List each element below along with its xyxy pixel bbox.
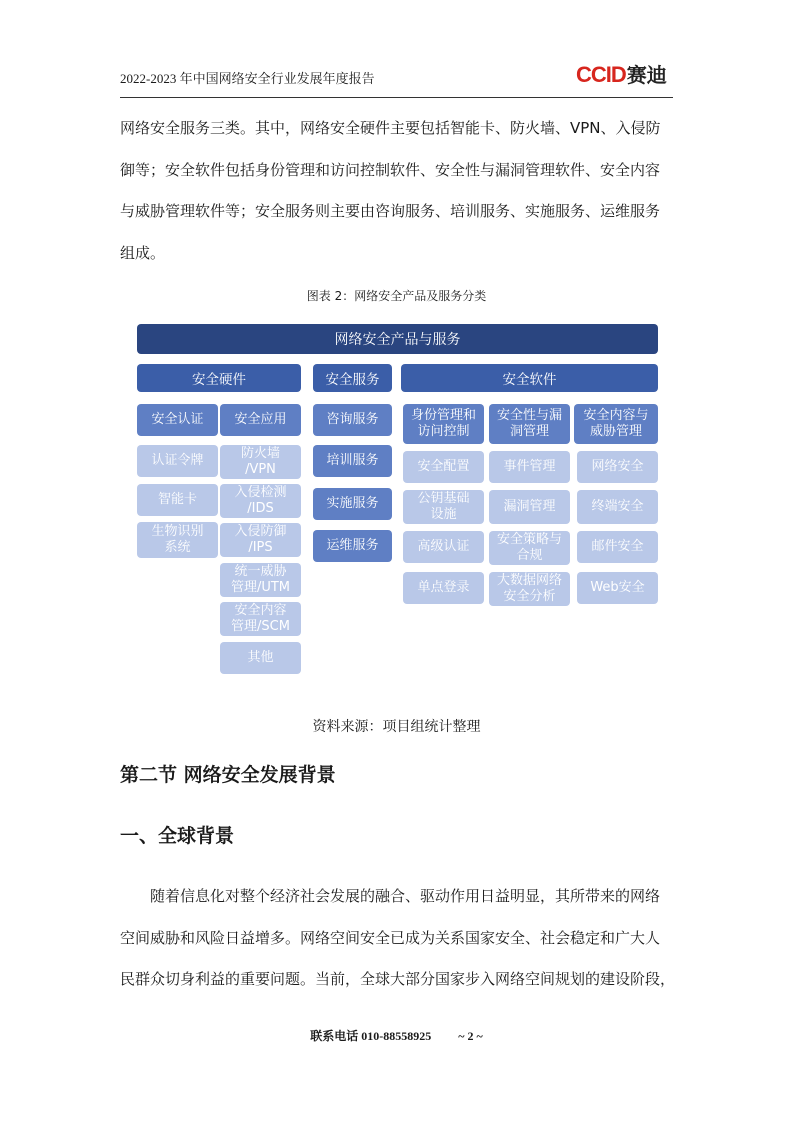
body-line: 空间威胁和风险日益增多。网络空间安全已成为关系国家安全、社会稳定和广大人	[120, 928, 661, 947]
software-box: 终端安全	[577, 490, 658, 524]
report-header-title: 2022-2023 年中国网络安全行业发展年度报告	[120, 71, 375, 86]
intro-line: 网络安全服务三类。其中，网络安全硬件主要包括智能卡、防火墙、VPN、入侵防	[120, 119, 661, 137]
hardware-box: 安全认证	[137, 404, 218, 436]
hardware-box: 智能卡	[137, 484, 218, 516]
software-box: 单点登录	[403, 572, 484, 604]
hardware-box: 认证令牌	[137, 445, 218, 477]
software-head-box: 安全内容与 威胁管理	[574, 404, 658, 444]
logo-latin: CCID	[576, 62, 626, 87]
category-service: 安全服务	[313, 364, 392, 392]
body-line: 民群众切身利益的重要问题。当前，全球大部分国家步入网络空间规划的建设阶段，	[120, 970, 676, 988]
service-box: 实施服务	[313, 488, 392, 520]
software-box: 事件管理	[489, 451, 570, 483]
footer-phone: 联系电话 010-88558925	[310, 1029, 432, 1043]
software-box: 大数据网络 安全分析	[489, 572, 570, 606]
body-paragraph	[120, 876, 675, 1001]
logo-chinese: 赛迪	[626, 63, 667, 87]
intro-line: 御等；安全软件包括身份管理和访问控制软件、安全性与漏洞管理软件、安全内容	[120, 160, 661, 179]
header-divider	[120, 97, 673, 98]
software-box: 安全配置	[403, 451, 484, 483]
figure-caption: 图表 2：网络安全产品及服务分类	[306, 289, 487, 303]
hardware-box: 生物识别 系统	[137, 522, 218, 558]
service-box: 培训服务	[313, 445, 392, 477]
hardware-box: 统一威胁 管理/UTM	[220, 563, 301, 597]
section-title: 第二节 网络安全发展背景	[120, 764, 336, 786]
software-head-box: 身份管理和 访问控制	[403, 404, 484, 444]
intro-line: 与威胁管理软件等；安全服务则主要由咨询服务、培训服务、实施服务、运维服务	[120, 202, 661, 220]
diagram-root-bar: 网络安全产品与服务	[137, 324, 658, 354]
service-box: 运维服务	[313, 530, 392, 562]
hardware-box: 防火墙 /VPN	[220, 445, 301, 479]
hardware-box: 其他	[220, 642, 301, 674]
subsection-title: 一、全球背景	[120, 825, 235, 847]
software-box: Web安全	[577, 572, 658, 604]
page-footer	[0, 1027, 793, 1044]
software-box: 公钥基础 设施	[403, 490, 484, 524]
software-box: 网络安全	[577, 451, 658, 483]
figure-source: 资料来源：项目组统计整理	[312, 719, 481, 735]
category-software: 安全软件	[401, 364, 658, 392]
software-box: 安全策略与 合规	[489, 531, 570, 565]
software-box: 高级认证	[403, 531, 484, 563]
category-hardware: 安全硬件	[137, 364, 301, 392]
software-head-box: 安全性与漏 洞管理	[489, 404, 570, 444]
hardware-box: 入侵防御 /IPS	[220, 523, 301, 557]
software-box: 漏洞管理	[489, 490, 570, 524]
hardware-box: 入侵检测 /IDS	[220, 484, 301, 518]
page-number: ~ 2 ~	[458, 1029, 483, 1043]
body-line: 随着信息化对整个经济社会发展的融合、驱动作用日益明显，其所带来的网络	[150, 887, 661, 905]
intro-paragraph	[120, 108, 675, 274]
hardware-box: 安全内容 管理/SCM	[220, 602, 301, 636]
ccid-logo	[576, 59, 667, 88]
hardware-box: 安全应用	[220, 404, 301, 436]
software-box: 邮件安全	[577, 531, 658, 563]
service-box: 咨询服务	[313, 404, 392, 436]
intro-line: 组成。	[120, 243, 166, 262]
security-products-diagram	[137, 324, 658, 678]
